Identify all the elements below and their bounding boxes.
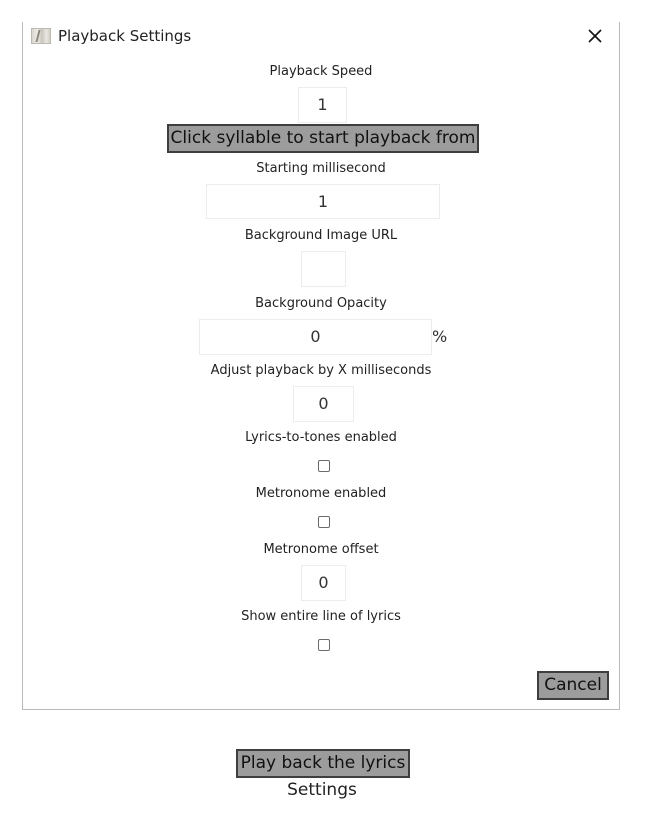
metronome-enabled-label: Metronome enabled bbox=[255, 486, 387, 501]
bg-image-url-input[interactable] bbox=[301, 251, 346, 287]
lyrics-to-tones-checkbox[interactable] bbox=[318, 460, 330, 472]
app-icon bbox=[31, 28, 51, 44]
bg-image-url-label: Background Image URL bbox=[244, 228, 398, 243]
lyrics-to-tones-label: Lyrics-to-tones enabled bbox=[245, 430, 397, 445]
starting-ms-input[interactable]: 1 bbox=[206, 184, 440, 219]
show-entire-line-checkbox[interactable] bbox=[318, 639, 330, 651]
bg-opacity-label: Background Opacity bbox=[255, 296, 387, 311]
playback-speed-input[interactable]: 1 bbox=[298, 87, 347, 123]
playback-settings-dialog bbox=[22, 22, 620, 710]
metronome-enabled-checkbox[interactable] bbox=[318, 516, 330, 528]
click-syllable-button[interactable]: Click syllable to start playback from bbox=[167, 124, 479, 153]
adjust-playback-label: Adjust playback by X milliseconds bbox=[210, 363, 432, 378]
playback-speed-label: Playback Speed bbox=[269, 64, 373, 79]
metronome-offset-label: Metronome offset bbox=[263, 542, 379, 557]
bg-opacity-unit: % bbox=[432, 327, 448, 346]
play-back-lyrics-button[interactable]: Play back the lyrics bbox=[236, 749, 410, 778]
dialog-titlebar bbox=[23, 22, 619, 50]
cancel-button[interactable]: Cancel bbox=[537, 671, 609, 700]
dialog-title: Playback Settings bbox=[58, 27, 192, 45]
starting-ms-label: Starting millisecond bbox=[256, 161, 386, 176]
settings-label[interactable]: Settings bbox=[287, 780, 357, 800]
show-entire-line-label: Show entire line of lyrics bbox=[241, 609, 401, 624]
adjust-playback-input[interactable]: 0 bbox=[293, 386, 354, 422]
close-icon[interactable] bbox=[586, 27, 604, 45]
metronome-offset-input[interactable]: 0 bbox=[301, 565, 346, 601]
bg-opacity-input[interactable]: 0 bbox=[199, 319, 432, 355]
